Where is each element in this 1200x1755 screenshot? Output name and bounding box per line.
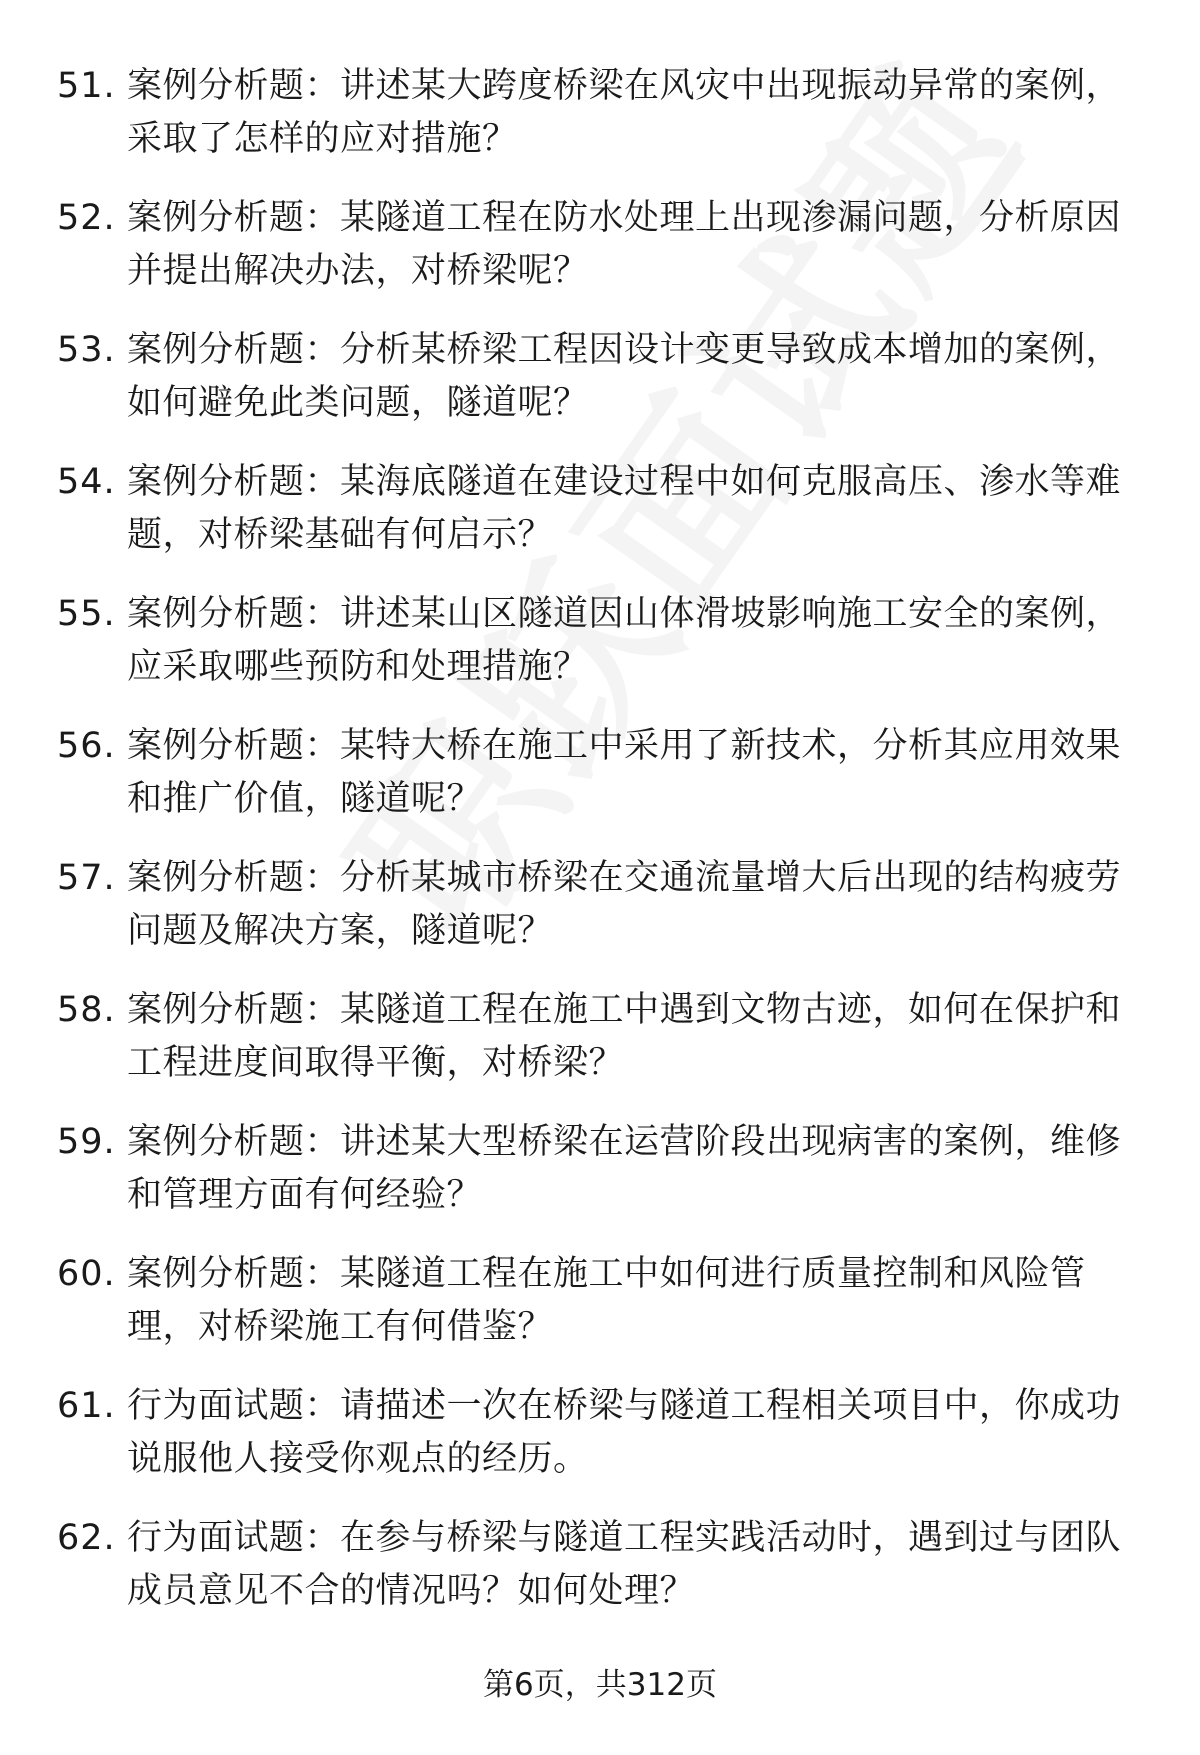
question-number: 59. [57,1122,116,1162]
question-number: 55. [57,594,116,634]
question-number: 57. [57,858,116,898]
question-item [0,456,1200,588]
question-text: 案例分析题：某隧道工程在施工中如何进行质量控制和风险管理，对桥梁施工有何借鉴？ [127,1254,1086,1347]
question-text: 案例分析题：讲述某大型桥梁在运营阶段出现病害的案例，维修和管理方面有何经验？ [127,1122,1122,1215]
question-text: 行为面试题：在参与桥梁与隧道工程实践活动时，遇到过与团队成员意见不合的情况吗？如何处理？ [127,1518,1122,1611]
question-text: 案例分析题：讲述某山区隧道因山体滑坡影响施工安全的案例，应采取哪些预防和处理措施？ [127,594,1122,687]
question-item [0,1116,1200,1248]
page-number-footer: 第6页，共312页 [483,1667,717,1703]
question-text: 案例分析题：某海底隧道在建设过程中如何克服高压、渗水等难题，对桥梁基础有何启示？ [127,462,1122,555]
question-number: 56. [57,726,116,766]
question-number: 62. [57,1518,116,1558]
question-number: 52. [57,198,116,238]
question-item [0,1248,1200,1380]
question-number: 60. [57,1254,116,1294]
question-number: 51. [57,66,116,106]
question-number: 61. [57,1386,116,1426]
question-text: 案例分析题：讲述某大跨度桥梁在风灾中出现振动异常的案例，采取了怎样的应对措施？ [127,66,1122,159]
question-item [0,852,1200,984]
question-number: 53. [57,330,116,370]
question-text: 案例分析题：分析某城市桥梁在交通流量增大后出现的结构疲劳问题及解决方案，隧道呢？ [127,858,1122,951]
question-text: 行为面试题：请描述一次在桥梁与隧道工程相关项目中，你成功说服他人接受你观点的经历。 [127,1386,1122,1479]
question-number: 54. [57,462,116,502]
question-item [0,60,1200,192]
question-item [0,588,1200,720]
question-text: 案例分析题：某隧道工程在防水处理上出现渗漏问题，分析原因并提出解决办法，对桥梁呢？ [127,198,1122,291]
question-item [0,1512,1200,1644]
question-text: 案例分析题：分析某桥梁工程因设计变更导致成本增加的案例，如何避免此类问题，隧道呢？ [127,330,1122,423]
question-text: 案例分析题：某特大桥在施工中采用了新技术，分析其应用效果和推广价值，隧道呢？ [127,726,1122,819]
question-item [0,324,1200,456]
question-number: 58. [57,990,116,1030]
question-item [0,720,1200,852]
question-list [0,60,1200,1644]
question-item [0,984,1200,1116]
question-item [0,1380,1200,1512]
question-text: 案例分析题：某隧道工程在施工中遇到文物古迹，如何在保护和工程进度间取得平衡，对桥梁？ [127,990,1122,1083]
question-item [0,192,1200,324]
